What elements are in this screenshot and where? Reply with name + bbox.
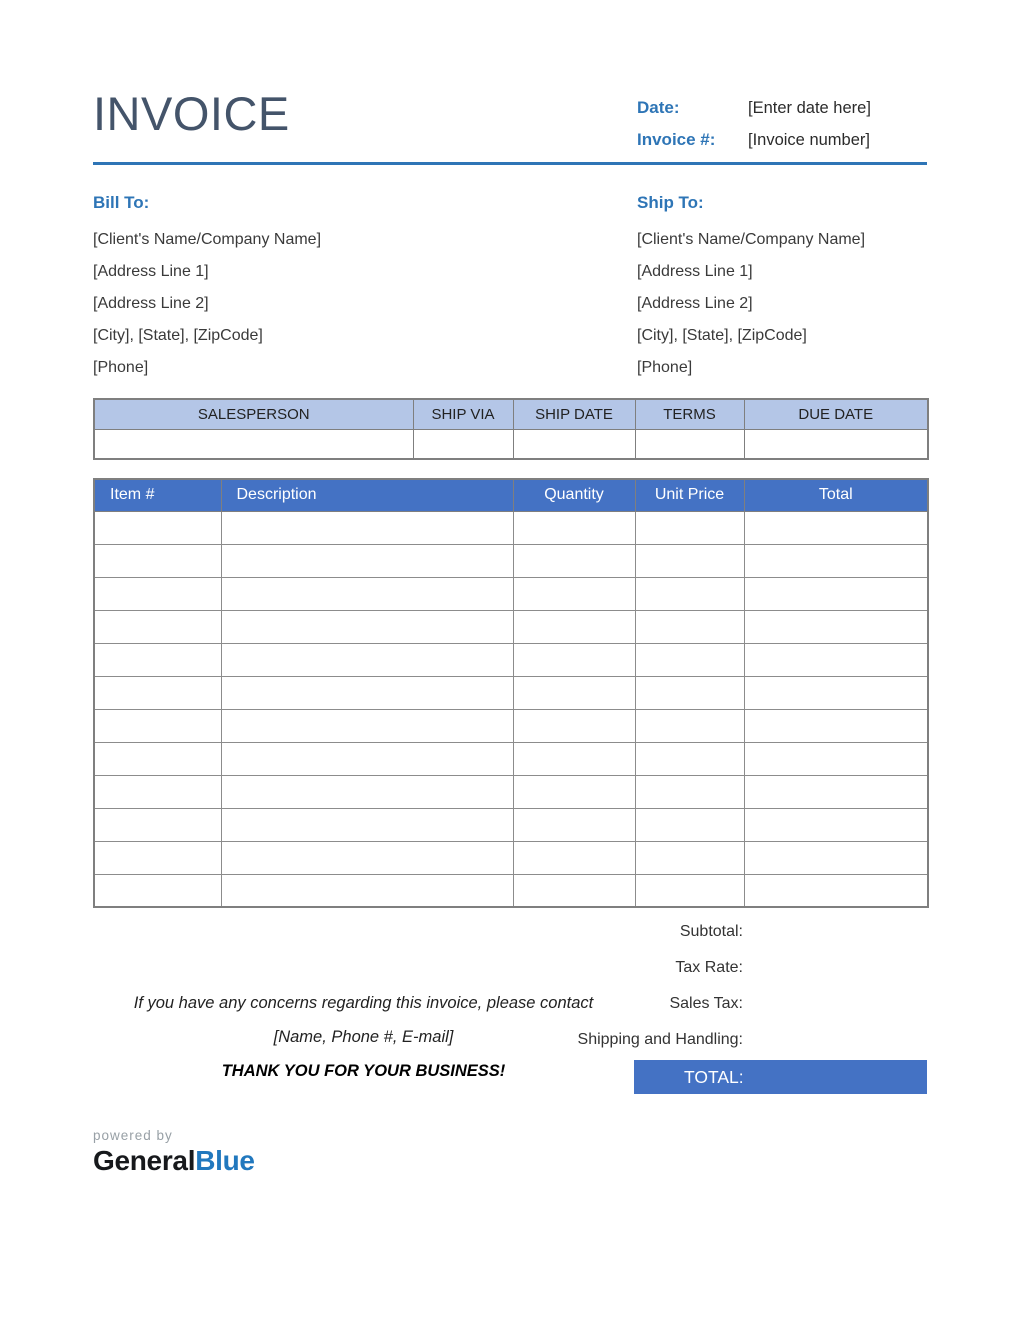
items-table-cell[interactable] [513, 841, 635, 874]
due-date-cell[interactable] [744, 429, 928, 459]
items-table-cell[interactable] [221, 676, 513, 709]
items-table-cell[interactable] [221, 742, 513, 775]
items-table-row [94, 874, 928, 907]
items-table-cell[interactable] [94, 610, 221, 643]
bill-to-line: [Address Line 2] [93, 295, 209, 312]
items-table-cell[interactable] [513, 775, 635, 808]
items-table-cell[interactable] [635, 511, 744, 544]
items-table-cell[interactable] [94, 841, 221, 874]
items-table-cell[interactable] [635, 544, 744, 577]
ship-to-line: [Phone] [637, 359, 693, 376]
items-table-cell[interactable] [513, 709, 635, 742]
invoice-number-row [637, 124, 927, 156]
items-table-row [94, 841, 928, 874]
items-table-cell[interactable] [513, 874, 635, 907]
invoice-title: INVOICE [93, 87, 290, 140]
items-table-cell[interactable] [744, 610, 928, 643]
items-table-cell[interactable] [94, 577, 221, 610]
ship-to-lines [637, 224, 865, 384]
items-table-row [94, 544, 928, 577]
items-table-cell[interactable] [221, 610, 513, 643]
items-table-cell[interactable] [513, 676, 635, 709]
items-table-cell[interactable] [221, 841, 513, 874]
items-table [93, 478, 929, 908]
ship-date-cell[interactable] [513, 429, 635, 459]
bill-to-line: [City], [State], [ZipCode] [93, 327, 263, 344]
items-table-cell[interactable] [221, 577, 513, 610]
items-table-cell[interactable] [635, 643, 744, 676]
ship-to-label: Ship To: [637, 193, 704, 212]
items-table-cell[interactable] [221, 775, 513, 808]
grand-total-label: TOTAL: [684, 1066, 744, 1087]
items-table-cell[interactable] [94, 742, 221, 775]
concerns-note: If you have any concerns regarding this invoice, please contact [133, 994, 594, 1012]
terms-header: TERMS [635, 399, 744, 429]
invoice-number-label: Invoice #: [637, 130, 716, 149]
items-table-cell[interactable] [744, 808, 928, 841]
date-label: Date: [637, 98, 680, 117]
items-table-row [94, 709, 928, 742]
invoice-notes [93, 986, 634, 1088]
bill-to-line: [Phone] [93, 359, 149, 376]
bill-to-lines [93, 224, 637, 384]
ship-to-section [637, 193, 865, 384]
powered-by-text: powered by [93, 1128, 173, 1143]
items-table-cell[interactable] [744, 742, 928, 775]
ship-to-line: [Client's Name/Company Name] [637, 231, 866, 248]
items-table-cell[interactable] [513, 511, 635, 544]
ship-to-line: [Address Line 2] [637, 295, 753, 312]
totals-label: Tax Rate: [675, 959, 743, 976]
ship-via-header: SHIP VIA [413, 399, 513, 429]
items-table-cell[interactable] [94, 775, 221, 808]
branding-footer [93, 1128, 927, 1177]
addresses-section [93, 193, 927, 384]
items-table-cell[interactable] [513, 808, 635, 841]
totals-label: Shipping and Handling: [577, 1031, 743, 1048]
ship-date-header: SHIP DATE [513, 399, 635, 429]
items-table-row [94, 577, 928, 610]
items-table-row [94, 808, 928, 841]
shipping-info-table [93, 398, 929, 460]
items-table-cell[interactable] [513, 742, 635, 775]
invoice-number-field[interactable]: [Invoice number] [748, 131, 870, 149]
items-table-row [94, 643, 928, 676]
items-table-row [94, 676, 928, 709]
items-table-cell[interactable] [221, 808, 513, 841]
items-table-cell[interactable] [221, 874, 513, 907]
items-table-cell[interactable] [744, 676, 928, 709]
items-table-cell[interactable] [94, 709, 221, 742]
items-table-cell[interactable] [744, 544, 928, 577]
items-table-cell[interactable] [744, 775, 928, 808]
invoice-meta [637, 88, 927, 156]
items-table-cell[interactable] [635, 709, 744, 742]
unit-price-header: Unit Price [635, 479, 744, 511]
bill-to-label: Bill To: [93, 193, 150, 212]
items-table-cell[interactable] [94, 511, 221, 544]
shipping-info-header-row [94, 399, 928, 429]
items-table-cell[interactable] [744, 874, 928, 907]
items-table-cell[interactable] [94, 643, 221, 676]
items-table-cell[interactable] [744, 709, 928, 742]
items-table-cell[interactable] [94, 544, 221, 577]
date-value-field[interactable]: [Enter date here] [748, 99, 871, 117]
thank-you-note: THANK YOU FOR YOUR BUSINESS! [221, 1062, 506, 1080]
items-table-cell[interactable] [221, 709, 513, 742]
items-table-cell[interactable] [744, 511, 928, 544]
bill-to-line: [Client's Name/Company Name] [93, 231, 322, 248]
items-table-row [94, 742, 928, 775]
items-table-cell[interactable] [221, 511, 513, 544]
totals-label: Subtotal: [679, 923, 743, 940]
summary-section [93, 914, 927, 1094]
shipping-info-row [94, 429, 928, 459]
item-number-header: Item # [94, 479, 221, 511]
bill-to-section [93, 193, 637, 384]
items-table-cell[interactable] [513, 643, 635, 676]
date-row [637, 92, 927, 124]
invoice-header [93, 88, 927, 156]
items-table-cell[interactable] [221, 643, 513, 676]
logo-text-blue: Blue [195, 1145, 255, 1176]
items-table-cell[interactable] [635, 874, 744, 907]
items-table-cell[interactable] [635, 610, 744, 643]
description-header: Description [221, 479, 513, 511]
items-table-row [94, 511, 928, 544]
due-date-header: DUE DATE [744, 399, 928, 429]
salesperson-cell[interactable] [94, 429, 413, 459]
items-table-cell[interactable] [635, 577, 744, 610]
items-table-cell[interactable] [94, 808, 221, 841]
grand-total-bar [634, 1060, 927, 1094]
items-table-row [94, 610, 928, 643]
items-table-cell[interactable] [635, 808, 744, 841]
items-header-row [94, 479, 928, 511]
general-blue-logo [93, 1145, 927, 1177]
items-table-cell[interactable] [744, 643, 928, 676]
items-table-row [94, 775, 928, 808]
terms-cell[interactable] [635, 429, 744, 459]
logo-text-general: General [93, 1145, 196, 1176]
header-divider [93, 162, 927, 165]
items-table-cell[interactable] [635, 742, 744, 775]
items-table-cell[interactable] [221, 544, 513, 577]
items-table-cell[interactable] [513, 544, 635, 577]
total-header: Total [744, 479, 928, 511]
totals-label: Sales Tax: [669, 995, 743, 1012]
items-table-cell[interactable] [635, 676, 744, 709]
items-table-cell[interactable] [744, 841, 928, 874]
ship-to-line: [Address Line 1] [637, 263, 753, 280]
items-table-cell[interactable] [635, 775, 744, 808]
bill-to-line: [Address Line 1] [93, 263, 209, 280]
items-table-cell[interactable] [94, 874, 221, 907]
items-table-cell[interactable] [94, 676, 221, 709]
items-rows [94, 511, 928, 907]
salesperson-header: SALESPERSON [94, 399, 413, 429]
contact-placeholder: [Name, Phone #, E-mail] [273, 1028, 454, 1046]
items-table-cell[interactable] [635, 841, 744, 874]
ship-via-cell[interactable] [413, 429, 513, 459]
quantity-header: Quantity [513, 479, 635, 511]
ship-to-line: [City], [State], [ZipCode] [637, 327, 807, 344]
items-table-cell[interactable] [513, 577, 635, 610]
items-table-cell[interactable] [744, 577, 928, 610]
items-table-cell[interactable] [513, 610, 635, 643]
